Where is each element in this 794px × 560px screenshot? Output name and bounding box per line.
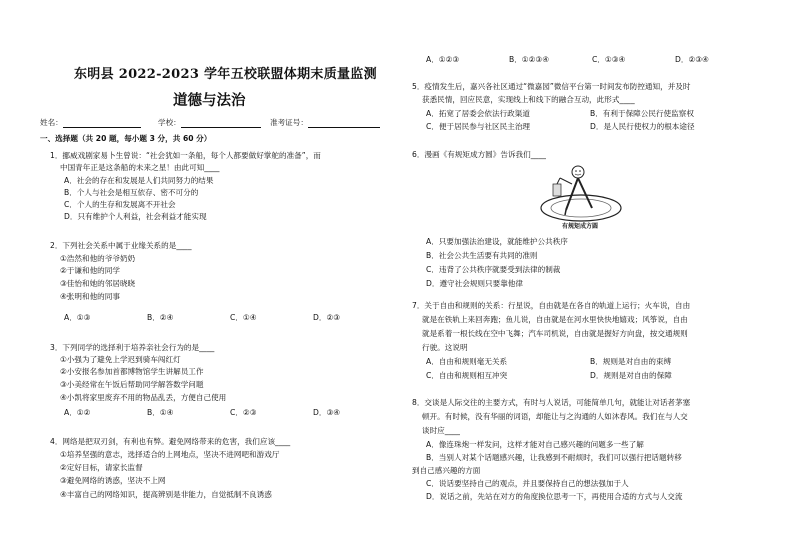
- q2-item: ②于谦和他的同学: [60, 266, 120, 275]
- q2-item: ③佳怡和她的邻居晓晓: [60, 279, 136, 288]
- q4-item: ③避免网络的诱惑，坚决不上网: [60, 476, 166, 485]
- q4-option-b[interactable]: B．①②③④: [509, 55, 550, 64]
- q8-option-b[interactable]: B．当别人对某个话题感兴趣，让我感到不耐烦时，我们可以强行把话题转移: [426, 453, 682, 462]
- left-column: [40, 0, 392, 560]
- q1-option-c[interactable]: C．个人的生存和发展离不开社会: [64, 200, 176, 209]
- q8-option-a[interactable]: A．像连珠炮一样发问，这样才能对自己感兴趣的问题多一些了解: [426, 440, 644, 449]
- q1-stem: 1．挪威戏剧家易卜生曾说：“社会犹如一条船，每个人都要做好掌舵的准备”，而: [50, 151, 321, 160]
- q4-option-d[interactable]: D．②③④: [675, 55, 709, 64]
- q7-stem: 就是在铁轨上来回奔跑；鱼儿说，自由就是在河水里快快地嬉戏；风筝说，自由: [422, 315, 688, 324]
- q5-option-d[interactable]: D．是人民行使权力的根本途径: [590, 122, 695, 131]
- q1-option-d[interactable]: D．只有维护个人利益，社会利益才能实现: [64, 212, 207, 221]
- q3-item: ①小强为了避免上学迟到骑车闯红灯: [60, 355, 181, 364]
- cartoon-image: [536, 160, 626, 232]
- q8-option-c[interactable]: C．说话要坚持自己的观点，并且要保持自己的想法强加于人: [426, 479, 629, 488]
- q6-option-a[interactable]: A．只要加强法治建设，就能维护公共秩序: [426, 237, 568, 246]
- q8-option-d[interactable]: D．说话之前，先站在对方的角度换位思考一下，再使用合适的方式与人交流: [426, 492, 683, 501]
- q2-option-d[interactable]: D．②③: [313, 313, 341, 322]
- q5-option-a[interactable]: A．拓宽了居委会依法行政渠道: [426, 109, 530, 118]
- q7-option-c[interactable]: C．自由和规则相互冲突: [426, 371, 508, 380]
- q3-option-a[interactable]: A．①②: [64, 408, 91, 417]
- name-label: 姓名：: [40, 118, 63, 127]
- q4-option-c[interactable]: C．①③④: [592, 55, 626, 64]
- cartoon-caption: 有规矩成方圆: [562, 223, 599, 230]
- section-heading: 一、选择题（共 20 题，每小题 3 分，共 60 分）: [40, 134, 212, 143]
- q3-item-text: ④小凯将家里废弃不用的物品乱丢: [60, 393, 174, 402]
- q7-option-a[interactable]: A．自由和规则毫无关系: [426, 357, 508, 366]
- q3-item-suffix: ，方便自己使用: [173, 393, 227, 402]
- right-column: [408, 0, 758, 560]
- q1-option-b[interactable]: B．个人与社会是相互依存、密不可分的: [64, 188, 199, 197]
- q8-stem: 顿开。有时候，没有华丽的词语，却能让与之沟通的人如沐春风。我们在与人交: [422, 412, 688, 421]
- q2-option-c[interactable]: C．①④: [230, 313, 257, 322]
- q3-stem: 3．下列同学的选择利于培养亲社会行为的是____: [50, 343, 215, 352]
- q7-stem: 行驶。这说明: [422, 343, 468, 352]
- q2-item: ①浩然和他的爷爷奶奶: [60, 254, 136, 263]
- q4-stem: 4．网络是把双刃剑，有利也有弊。避免网络带来的危害，我们应该____: [50, 437, 291, 446]
- q5-stem: 5．疫情发生后，嘉兴各社区通过“微嘉园”微信平台第一时间发布防控通知，并及时: [412, 82, 691, 91]
- school-field[interactable]: [158, 118, 261, 128]
- q3-item: ②小安报名参加首都博物馆学生讲解员工作: [60, 367, 204, 376]
- name-field[interactable]: [40, 118, 141, 128]
- q6-option-d[interactable]: D．遵守社会规则只要靠他律: [426, 279, 523, 288]
- q8-stem: 8．交谈是人际交往的主要方式，有时与人说话，可能简单几句，就能让对话者茅塞: [412, 398, 691, 407]
- q7-stem: 就是系着一根长线在空中飞舞；汽车司机说，自由就是握好方向盘，按交通规则: [422, 329, 688, 338]
- q5-option-c[interactable]: C．便于居民参与社区民主治理: [426, 122, 531, 131]
- q8-option-b-cont[interactable]: 到自己感兴趣的方面: [412, 466, 481, 475]
- q8-stem: 谈时应____: [422, 426, 460, 435]
- school-label: 学校：: [158, 118, 181, 127]
- q5-stem: 获悉民情，回应民意，实现线上和线下的融合互动，此形式____: [422, 95, 635, 104]
- q3-option-d[interactable]: D．③④: [313, 408, 341, 417]
- q4-option-a[interactable]: A．①②③: [426, 55, 460, 64]
- q2-option-b[interactable]: B．②④: [147, 313, 174, 322]
- subject-title: 道德与法治: [173, 92, 246, 109]
- q4-item: ②定好目标，请家长监督: [60, 463, 143, 472]
- q7-option-d[interactable]: D．规则是对自由的保障: [590, 371, 672, 380]
- q2-option-a[interactable]: A．①③: [64, 313, 91, 322]
- q6-option-c[interactable]: C．违背了公共秩序就要受到法律的制裁: [426, 265, 561, 274]
- q3-option-b[interactable]: B．①④: [147, 408, 174, 417]
- q5-option-b[interactable]: B．有利于保障公民行使监察权: [590, 109, 694, 118]
- q3-item: ③小美经常在午饭后帮助同学解答数学问题: [60, 380, 204, 389]
- q1-option-a[interactable]: A．社会的存在和发展是人们共同努力的结果: [64, 176, 214, 185]
- exam-number-label: 准考证号：: [270, 118, 308, 127]
- q3-option-c[interactable]: C．②③: [230, 408, 257, 417]
- q4-item: ①培养坚强的意志，选择适合的上网地点，坚决不进网吧和游戏厅: [60, 450, 280, 459]
- q4-item: ④丰富自己的网络知识，提高辨别是非能力，自觉抵制不良诱惑: [60, 490, 272, 499]
- q1-stem: 中国青年正是这条船的未来之星！由此可知____: [60, 163, 220, 172]
- q6-stem: 6．漫画《有规矩成方圆》告诉我们____: [412, 150, 546, 159]
- q2-item: ④张明和他的同事: [60, 292, 120, 301]
- q7-stem: 7．关于自由和规则的关系：行星说，自由就是在各自的轨道上运行；火车说，自由: [412, 301, 691, 310]
- exam-title: 东明县 2022-2023 学年五校联盟体期末质量监测: [74, 67, 377, 82]
- q3-item: [60, 393, 226, 403]
- q6-option-b[interactable]: B．社会公共生活要有共同的准则: [426, 251, 538, 260]
- exam-number-field[interactable]: [270, 118, 380, 128]
- q7-option-b[interactable]: B．规则是对自由的束缚: [590, 357, 672, 366]
- q2-stem: 2．下列社会关系中属于业缘关系的是____: [50, 241, 192, 250]
